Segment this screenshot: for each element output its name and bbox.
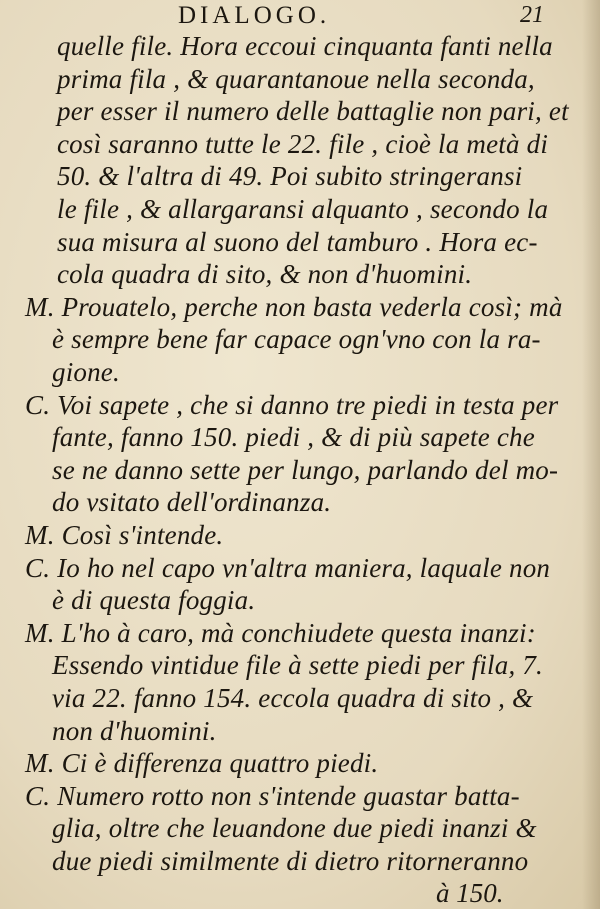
text-line: due piedi similmente di dietro ritorneranno: [52, 846, 529, 876]
text-line: cola quadra di sito, & non d'huomini.: [57, 259, 473, 290]
text-line: prima fila , & quarantanoue nella seconda,: [57, 63, 535, 94]
speaker-line: M. Prouatelo, perche non basta vederla così; mà: [25, 291, 563, 322]
speaker-line: C. Voi sapete , che si danno tre piedi in testa per: [25, 389, 559, 420]
page-number: 21: [520, 2, 544, 28]
catchword: à 150.: [436, 877, 504, 908]
text-line: via 22. fanno 154. eccola quadra di sito , &: [52, 683, 534, 713]
speaker-line: M. L'ho à caro, mà conchiudete questa inanzi:: [25, 617, 536, 648]
speaker-line: C. Io ho nel capo vn'altra maniera, laquale non: [25, 552, 551, 583]
text-line: glia, oltre che leuandone due piedi inanzi &: [52, 813, 537, 844]
text-line: non d'huomini.: [52, 715, 217, 746]
text-line: se ne danno sette per lungo, parlando del mo-: [52, 454, 559, 485]
text-line: 50. & l'altra di 49. Poi subito stringeransi: [57, 161, 523, 192]
page-header: [0, 2, 600, 30]
speaker-line: C. Numero rotto non s'intende guastar batta-: [25, 780, 520, 811]
text-line: è sempre bene far capace ogn'vno con la ra-: [52, 324, 541, 355]
text-line: fante, fanno 150. piedi , & di più sapete che: [52, 422, 535, 453]
speaker-line: M. Ci è differenza quattro piedi.: [25, 748, 379, 779]
text-line: do vsitato dell'ordinanza.: [52, 487, 332, 518]
text-line: le file , & allargaransi alquanto , secondo la: [57, 194, 549, 224]
text-line: gione.: [52, 357, 120, 387]
text-line: per esser il numero delle battaglie non pari, et: [57, 96, 569, 127]
running-title: DIALOGO.: [178, 2, 331, 29]
text-line: così saranno tutte le 22. file , cioè la metà di: [57, 128, 549, 159]
text-line: sua misura al suono del tamburo . Hora ec-: [57, 226, 538, 257]
text-line: quelle file. Hora eccoui cinquanta fanti nella: [57, 31, 553, 61]
speaker-line: M. Così s'intende.: [25, 520, 224, 550]
text-line: è di questa foggia.: [52, 585, 256, 616]
text-line: Essendo vintidue file à sette piedi per fila, 7.: [52, 650, 544, 681]
